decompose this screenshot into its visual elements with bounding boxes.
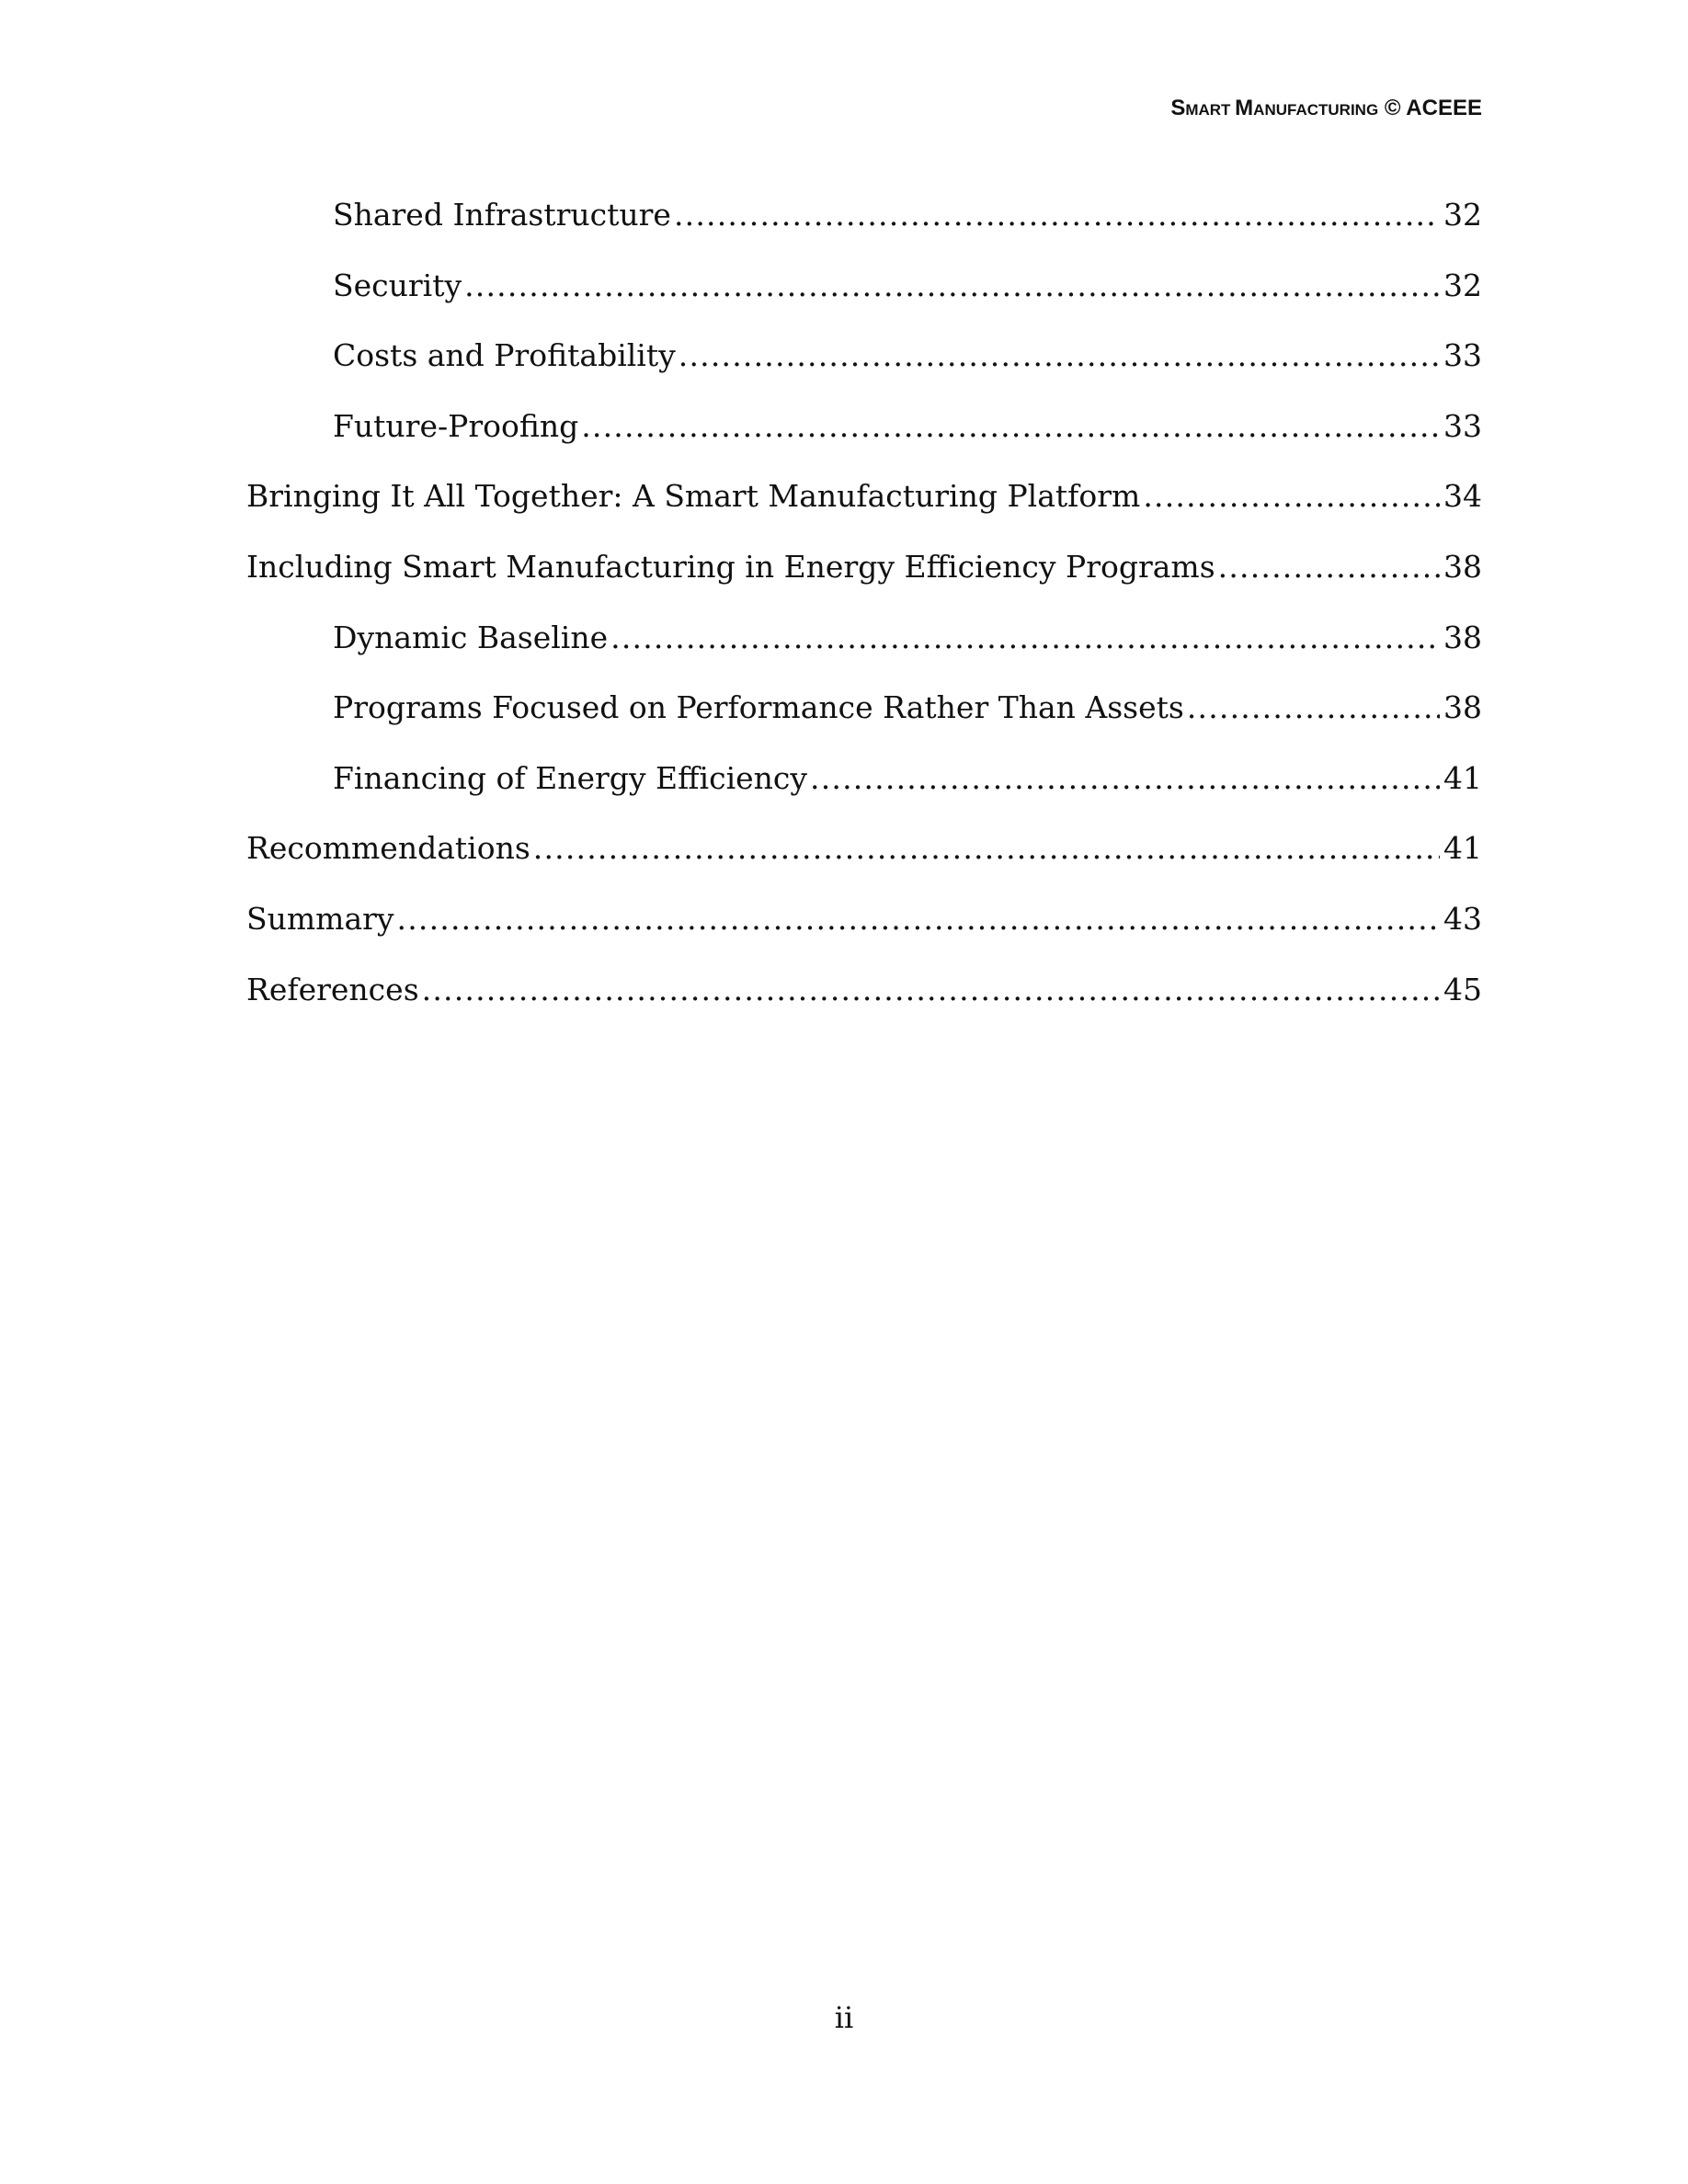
toc-entry-title: Including Smart Manufacturing in Energy Efficiency Programs bbox=[246, 548, 1215, 585]
toc-entry-page: 45 bbox=[1443, 971, 1482, 1007]
toc-entry[interactable] bbox=[246, 262, 1482, 333]
toc-dot-leader bbox=[679, 332, 1440, 380]
toc-entry-page: 41 bbox=[1443, 759, 1482, 796]
toc-entry-page: 32 bbox=[1443, 267, 1482, 303]
toc-entry[interactable] bbox=[246, 543, 1482, 614]
toc-dot-leader bbox=[1218, 543, 1440, 591]
toc-dot-leader bbox=[1187, 684, 1440, 732]
toc-entry[interactable] bbox=[246, 332, 1482, 403]
toc-dot-leader bbox=[464, 262, 1440, 310]
toc-dot-leader bbox=[581, 403, 1440, 450]
toc-entry[interactable] bbox=[246, 755, 1482, 825]
running-header bbox=[1170, 96, 1482, 121]
toc-entry[interactable] bbox=[246, 472, 1482, 543]
toc-entry-title: References bbox=[246, 971, 419, 1007]
toc-entry-title: Costs and Profitability bbox=[333, 337, 676, 374]
toc-entry-title: Recommendations bbox=[246, 830, 530, 867]
toc-entry[interactable] bbox=[246, 684, 1482, 755]
table-of-contents bbox=[246, 191, 1482, 1036]
toc-entry-title: Bringing It All Together: A Smart Manufacturing Platform bbox=[246, 478, 1141, 515]
running-header-part: © ACEEE bbox=[1378, 96, 1482, 120]
running-header-part: ANUFACTURING bbox=[1253, 101, 1379, 119]
running-header-part: MART bbox=[1185, 101, 1236, 119]
toc-entry-title: Summary bbox=[246, 900, 394, 937]
toc-entry-title: Future-Proofing bbox=[333, 407, 579, 444]
toc-dot-leader bbox=[810, 755, 1440, 802]
toc-dot-leader bbox=[397, 895, 1440, 943]
running-header-part: M bbox=[1235, 96, 1254, 120]
running-header-part: S bbox=[1170, 96, 1186, 120]
toc-entry-page: 33 bbox=[1443, 407, 1482, 444]
toc-entry-title: Dynamic Baseline bbox=[333, 619, 609, 655]
toc-entry[interactable] bbox=[246, 895, 1482, 966]
toc-entry-page: 38 bbox=[1443, 619, 1482, 655]
toc-entry[interactable] bbox=[246, 825, 1482, 895]
toc-entry-title: Financing of Energy Efficiency bbox=[333, 759, 808, 796]
toc-entry-page: 41 bbox=[1443, 830, 1482, 867]
toc-entry[interactable] bbox=[246, 191, 1482, 262]
toc-entry-title: Shared Infrastructure bbox=[333, 197, 671, 233]
toc-entry-page: 33 bbox=[1443, 337, 1482, 374]
toc-entry[interactable] bbox=[246, 614, 1482, 685]
toc-dot-leader bbox=[533, 825, 1440, 872]
toc-dot-leader bbox=[610, 614, 1440, 662]
toc-dot-leader bbox=[674, 191, 1440, 239]
toc-dot-leader bbox=[1143, 472, 1440, 520]
page-number: ii bbox=[834, 2000, 854, 2035]
toc-entry-page: 43 bbox=[1443, 900, 1482, 937]
toc-entry-title: Programs Focused on Performance Rather Than Assets bbox=[333, 689, 1184, 726]
toc-entry[interactable] bbox=[246, 403, 1482, 473]
toc-entry[interactable] bbox=[246, 966, 1482, 1037]
toc-entry-page: 38 bbox=[1443, 689, 1482, 726]
toc-entry-page: 38 bbox=[1443, 548, 1482, 585]
toc-dot-leader bbox=[422, 966, 1440, 1014]
toc-entry-page: 32 bbox=[1443, 197, 1482, 233]
toc-entry-title: Security bbox=[333, 267, 462, 303]
toc-entry-page: 34 bbox=[1443, 478, 1482, 515]
